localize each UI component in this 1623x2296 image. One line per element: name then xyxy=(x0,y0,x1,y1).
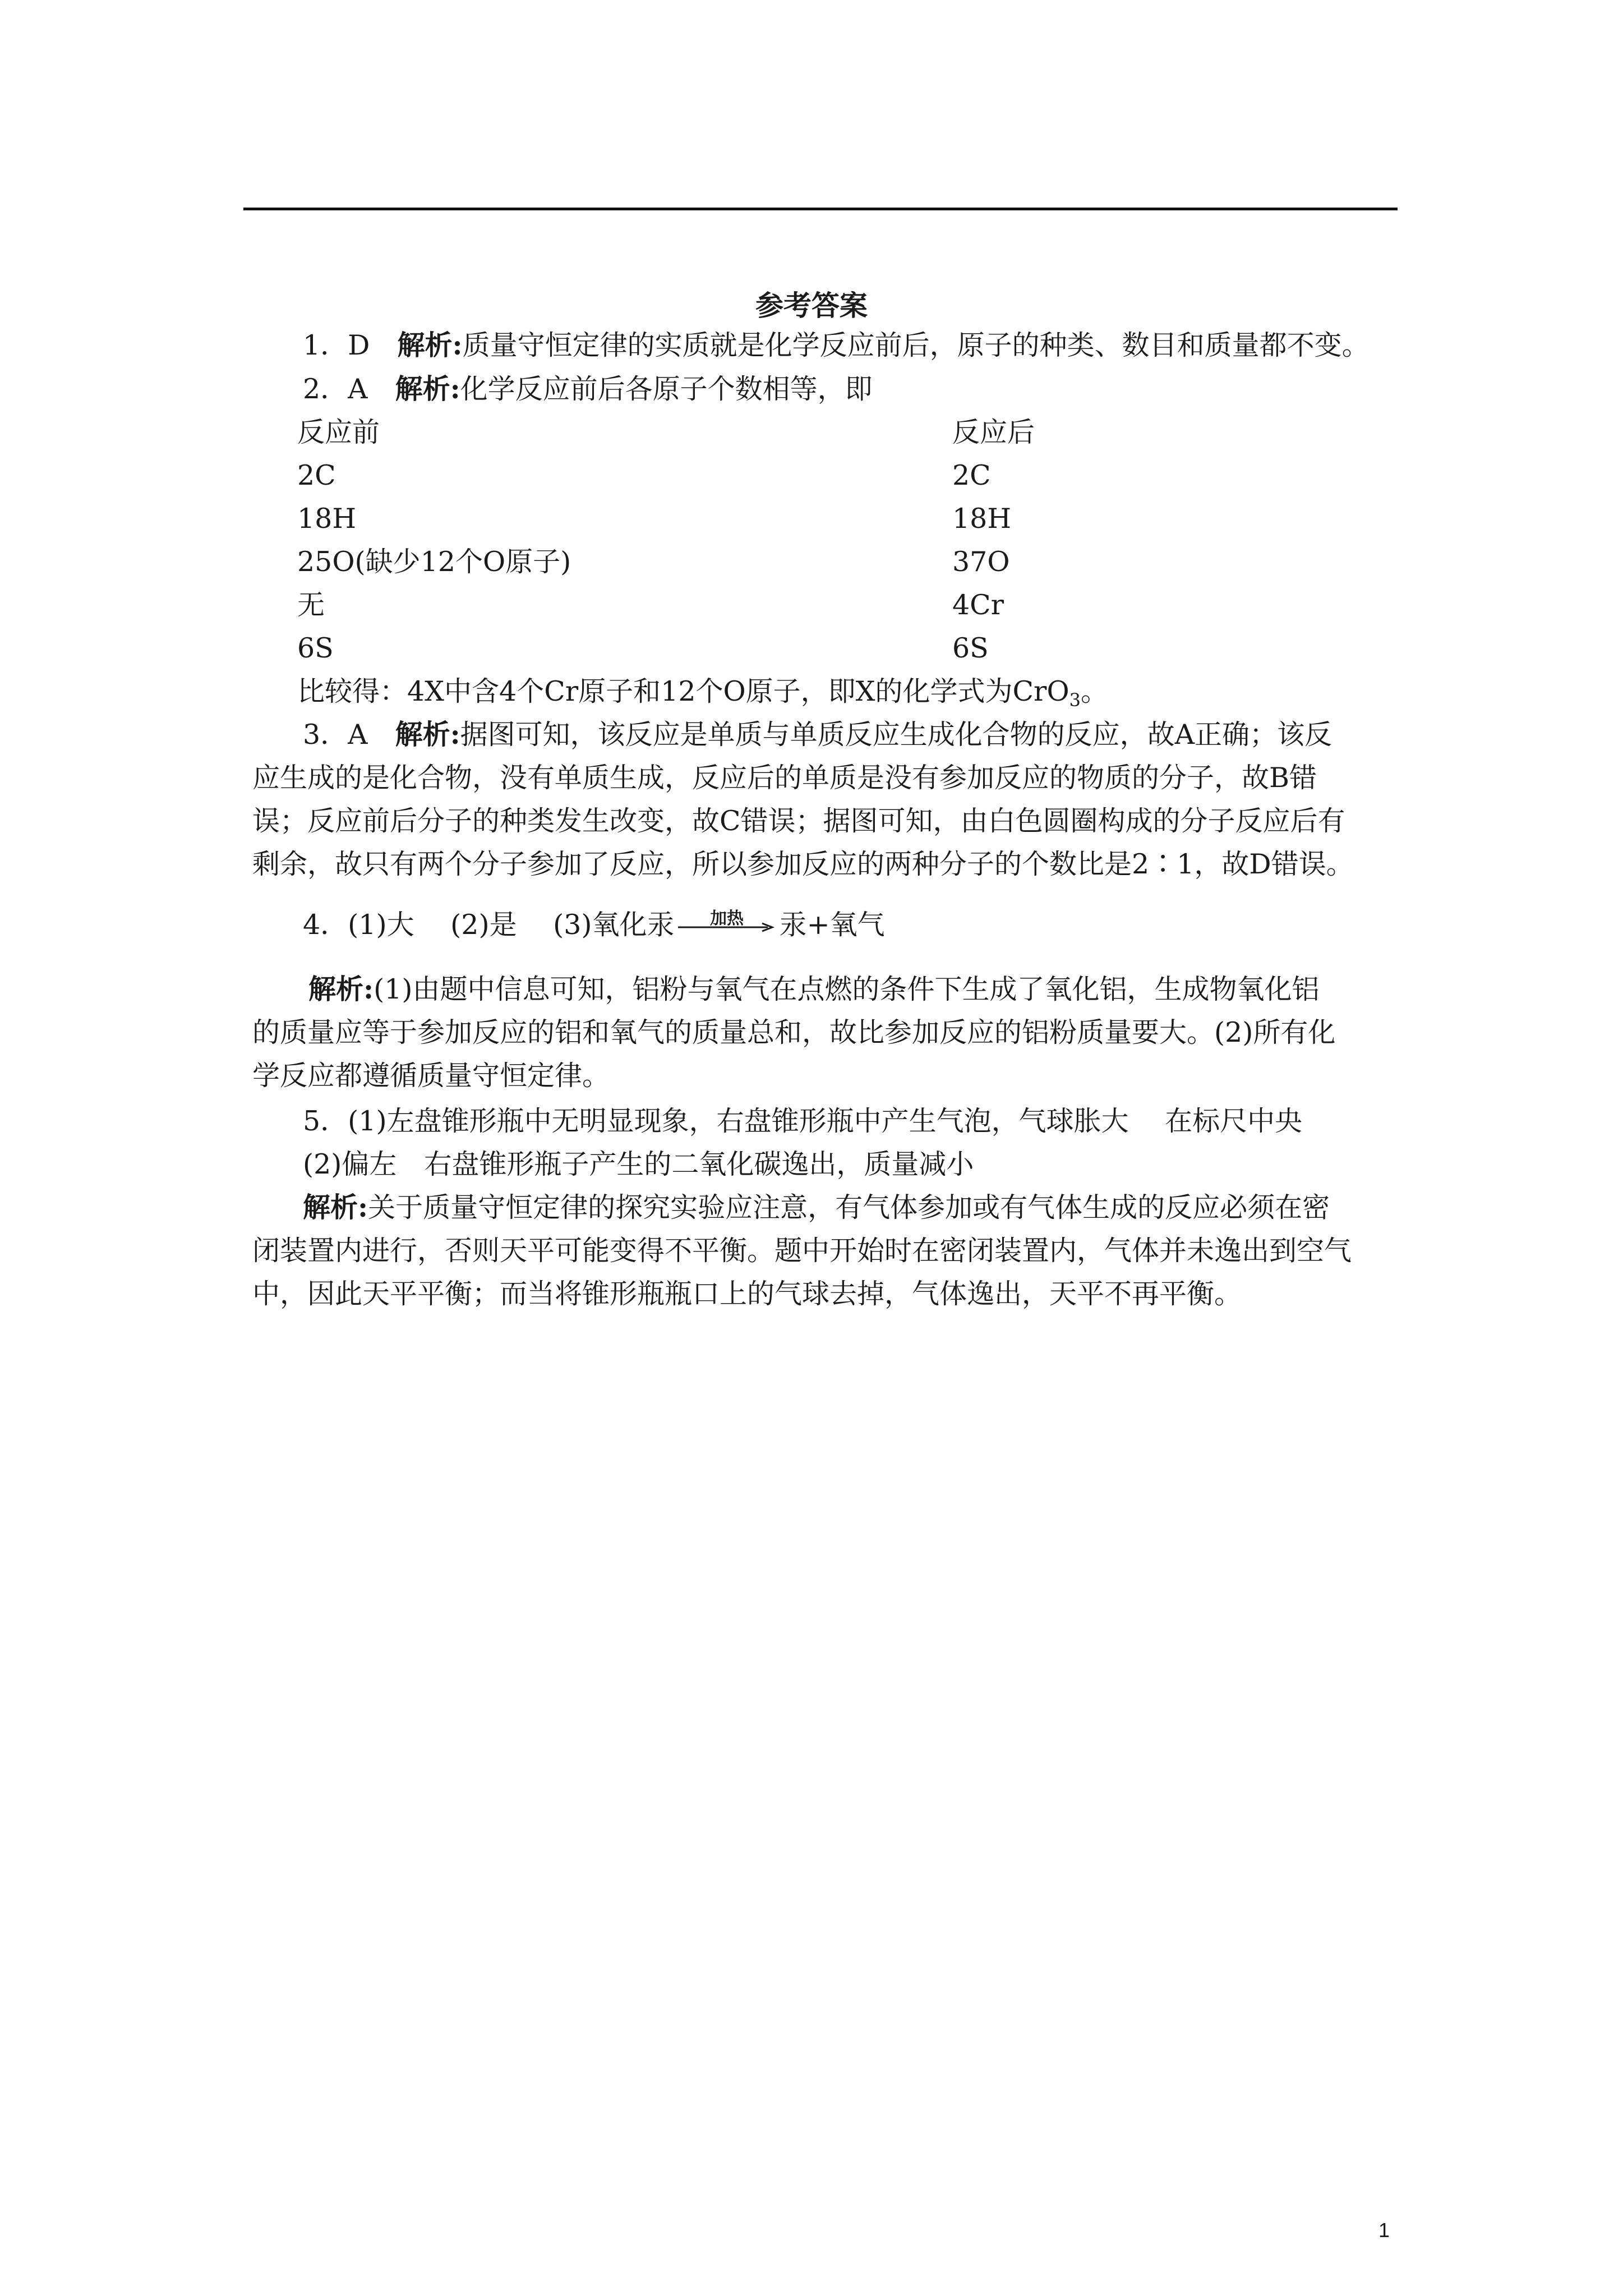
answer-5: 5．(1)左盘锥形瓶中无明显现象，右盘锥形瓶中产生气泡，气球胀大 在标尺中央 xyxy=(303,1105,1303,1137)
reaction-arrow-icon xyxy=(678,908,776,938)
answer-3: 3．A 解析:据图可知，该反应是单质与单质反应生成化合物的反应，故A正确；该反 xyxy=(303,718,1332,751)
page-number: 1 xyxy=(1378,2219,1390,2242)
answer-3-line: 误；反应前后分子的种类发生改变，故C错误；据图可知，由白色圆圈构成的分子反应后有 xyxy=(252,805,1345,837)
answer-2: 2．A 解析:化学反应前后各原子个数相等，即 xyxy=(303,372,873,405)
answer-5-part2: (2)偏左 右盘锥形瓶子产生的二氧化碳逸出，质量减小 xyxy=(303,1148,974,1180)
answer-5-analysis: 解析:关于质量守恒定律的探究实验应注意，有气体参加或有气体生成的反应必须在密 xyxy=(303,1191,1330,1223)
answer-3-line: 剩余，故只有两个分子参加了反应，所以参加反应的两种分子的个数比是2∶1，故D错误。 xyxy=(252,848,1354,880)
reaction-condition: 加热 xyxy=(710,908,744,928)
atom-table-row: 2C 2C xyxy=(297,459,991,491)
answer-4: 4．(1)大 (2)是 (3)氧化汞 加热 汞+氧气 xyxy=(303,903,885,946)
answer-5-line: 中，因此天平平衡；而当将锥形瓶瓶口上的气球去掉，气体逸出，天平不再平衡。 xyxy=(252,1278,1242,1310)
answer-4-line: 学反应都遵循质量守恒定律。 xyxy=(252,1060,610,1092)
header-rule xyxy=(243,208,1398,210)
page-title: 参考答案 xyxy=(755,289,868,322)
answer-4-line: 的质量应等于参加反应的铝和氧气的质量总和，故比参加反应的铝粉质量要大。(2)所有化 xyxy=(252,1016,1336,1048)
answer-1: 1．D 解析:质量守恒定律的实质就是化学反应前后，原子的种类、数目和质量都不变。 xyxy=(303,329,1370,361)
atom-table-row: 18H 18H xyxy=(297,503,1012,535)
atom-table-row: 25O(缺少12个O原子) 37O xyxy=(297,546,1010,578)
atom-table-row: 6S 6S xyxy=(297,632,989,664)
answer-4-analysis: 解析:(1)由题中信息可知，铝粉与氧气在点燃的条件下生成了氧化铝，生成物氧化铝 xyxy=(308,973,1320,1005)
atom-table-header: 反应前 反应后 xyxy=(297,416,1035,448)
atom-table-row: 无 4Cr xyxy=(297,589,1004,621)
answer-3-line: 应生成的是化合物，没有单质生成，反应后的单质是没有参加反应的物质的分子，故B错 xyxy=(252,762,1317,794)
answer-5-line: 闭装置内进行，否则天平可能变得不平衡。题中开始时在密闭装置内，气体并未逸出到空气 xyxy=(252,1235,1352,1267)
answer-2-conclusion: 比较得：4X中含4个Cr原子和12个O原子，即X的化学式为CrO$_3$。 xyxy=(297,675,1109,711)
